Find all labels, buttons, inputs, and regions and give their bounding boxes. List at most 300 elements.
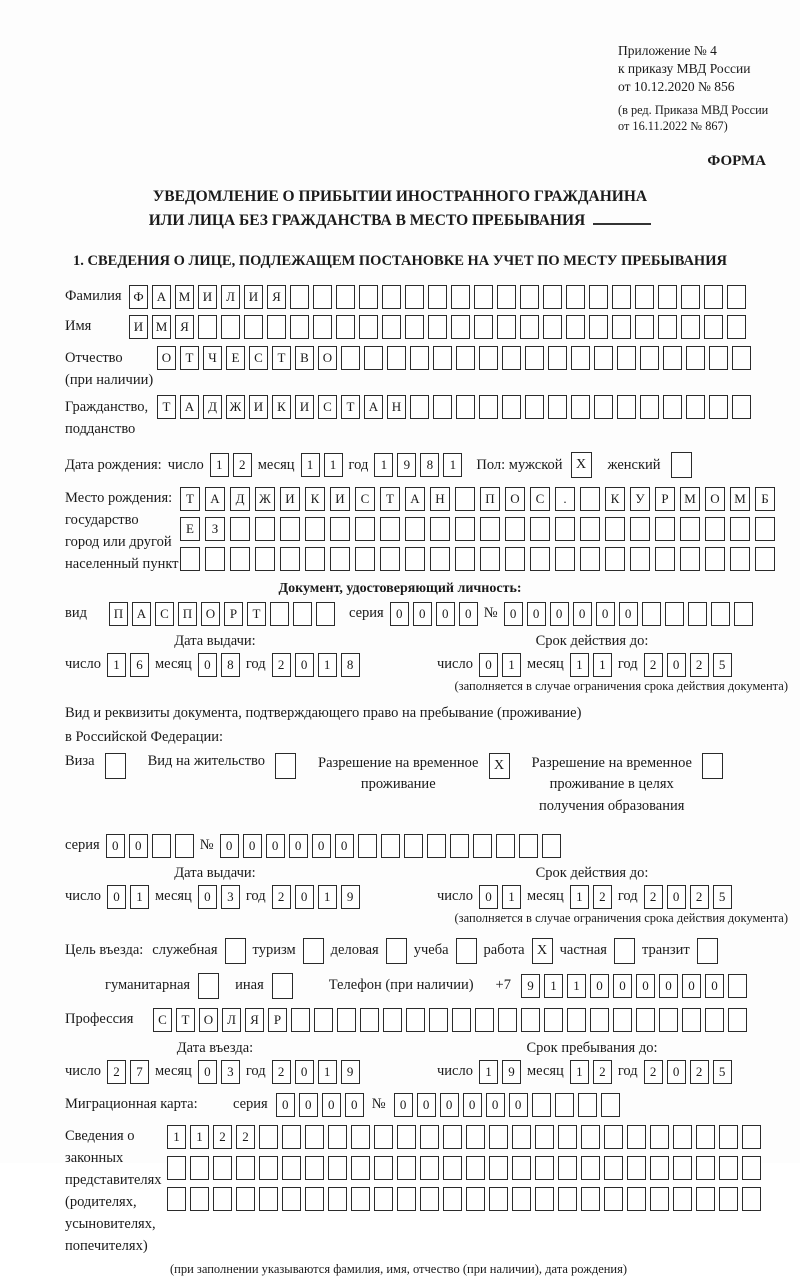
char-box: Д	[203, 395, 222, 419]
purpose-official-checkbox	[225, 938, 246, 964]
char-box: И	[280, 487, 300, 511]
issue-date-row	[65, 885, 437, 909]
char-box	[502, 346, 521, 370]
char-box	[455, 487, 475, 511]
char-box	[480, 517, 500, 541]
char-box	[405, 517, 425, 541]
char-box	[466, 1187, 485, 1211]
char-box: Т	[180, 487, 200, 511]
char-box	[519, 834, 538, 858]
profession-row	[65, 1008, 800, 1032]
char-box	[719, 1125, 738, 1149]
purpose-other-checkbox	[272, 973, 293, 999]
stay-until-heading: Срок пребывания до:	[526, 1039, 658, 1056]
char-box	[578, 1093, 597, 1117]
char-box	[381, 834, 400, 858]
month-label: месяц	[526, 1063, 564, 1080]
representatives-row2	[167, 1156, 761, 1180]
char-box: 1	[324, 453, 343, 477]
day-label: число	[437, 1063, 473, 1080]
char-box: Д	[230, 487, 250, 511]
surname-label: Фамилия	[65, 288, 122, 305]
char-box	[548, 395, 567, 419]
char-box	[650, 1125, 669, 1149]
char-box: 2	[644, 885, 663, 909]
phone-prefix: +7	[495, 977, 511, 994]
char-box: 0	[504, 602, 523, 626]
char-box: 2	[233, 453, 252, 477]
char-box	[728, 1008, 747, 1032]
char-box: Н	[387, 395, 406, 419]
char-box: 0	[440, 1093, 459, 1117]
char-box	[543, 315, 562, 339]
char-box: Р	[655, 487, 675, 511]
char-box: С	[530, 487, 550, 511]
char-box: С	[155, 602, 174, 626]
residence-permit-checkbox	[275, 753, 296, 779]
char-box	[498, 1008, 517, 1032]
char-box	[244, 315, 263, 339]
year-label: год	[617, 1063, 638, 1080]
char-box	[456, 346, 475, 370]
char-box	[558, 1187, 577, 1211]
char-box: У	[630, 487, 650, 511]
char-box: 0	[436, 602, 455, 626]
char-box	[665, 602, 684, 626]
char-box: 7	[130, 1060, 149, 1084]
char-box: 1	[567, 974, 586, 998]
char-box: 9	[341, 885, 360, 909]
char-box	[659, 1008, 678, 1032]
expiry-date-heading: Срок действия до:	[535, 632, 649, 649]
char-box	[589, 285, 608, 309]
purpose-work-checkbox: X	[532, 938, 553, 964]
char-box: 8	[420, 453, 439, 477]
char-box: Н	[430, 487, 450, 511]
char-box	[410, 346, 429, 370]
purpose-work-label: работа	[483, 942, 525, 959]
char-box: 1	[167, 1125, 186, 1149]
residence-series-row	[65, 834, 800, 858]
char-box	[205, 547, 225, 571]
citizenship-label: Гражданство, подданство	[65, 398, 149, 437]
issue-month-boxes	[198, 653, 240, 677]
stay-month-boxes	[570, 1060, 612, 1084]
char-box: 0	[667, 1060, 686, 1084]
char-box: И	[249, 395, 268, 419]
representatives-label-line: усыновителях,	[65, 1215, 156, 1232]
char-box	[520, 285, 539, 309]
migration-card-label: Миграционная карта:	[65, 1096, 198, 1113]
char-box	[230, 517, 250, 541]
char-box: 0	[129, 834, 148, 858]
char-box: К	[305, 487, 325, 511]
forma-label: ФОРМА	[707, 152, 766, 169]
char-box	[566, 285, 585, 309]
section1-heading: 1. СВЕДЕНИЯ О ЛИЦЕ, ПОДЛЕЖАЩЕМ ПОСТАНОВКЕ НА УЧЕТ ПО МЕСТУ ПРЕБЫВАНИЯ	[73, 252, 727, 269]
char-box	[630, 547, 650, 571]
purpose-other-label: иная	[235, 977, 264, 994]
char-box: 2	[107, 1060, 126, 1084]
birth-place-rows	[180, 487, 775, 571]
purpose-humanitarian-label: гуманитарная	[105, 977, 191, 994]
char-box: 0	[619, 602, 638, 626]
char-box	[190, 1187, 209, 1211]
char-box	[351, 1156, 370, 1180]
char-box	[640, 395, 659, 419]
char-box: Т	[180, 346, 199, 370]
char-box: 0	[667, 885, 686, 909]
char-box	[380, 547, 400, 571]
phone-label: Телефон (при наличии)	[328, 977, 474, 994]
char-box	[655, 517, 675, 541]
char-box: 0	[295, 1060, 314, 1084]
char-box: Ж	[226, 395, 245, 419]
char-box	[558, 1125, 577, 1149]
char-box: 0	[107, 885, 126, 909]
char-box: 2	[690, 653, 709, 677]
char-box	[259, 1156, 278, 1180]
char-box	[594, 395, 613, 419]
entry-dates	[65, 1040, 800, 1084]
char-box: 2	[272, 885, 291, 909]
char-box: 2	[644, 1060, 663, 1084]
char-box	[291, 1008, 310, 1032]
char-box	[658, 315, 677, 339]
char-box: 0	[266, 834, 285, 858]
migration-number-boxes	[394, 1093, 620, 1117]
char-box: Л	[221, 285, 240, 309]
char-box	[589, 315, 608, 339]
issue-year-boxes	[272, 653, 360, 677]
char-box	[428, 315, 447, 339]
char-box	[255, 547, 275, 571]
char-box: 0	[106, 834, 125, 858]
entry-month-boxes	[198, 1060, 240, 1084]
char-box: П	[109, 602, 128, 626]
char-box	[328, 1125, 347, 1149]
char-box: 0	[550, 602, 569, 626]
month-label: месяц	[154, 656, 192, 672]
profession-boxes	[153, 1008, 747, 1032]
char-box: 0	[659, 974, 678, 998]
char-box	[406, 1008, 425, 1032]
char-box	[734, 602, 753, 626]
representatives-block	[65, 1125, 800, 1257]
char-box	[433, 346, 452, 370]
profession-label: Профессия	[65, 1011, 134, 1028]
char-box: О	[318, 346, 337, 370]
form-title-line2: ИЛИ ЛИЦА БЕЗ ГРАЖДАНСТВА В МЕСТО ПРЕБЫВАНИЯ	[0, 209, 800, 233]
char-box: С	[355, 487, 375, 511]
edit-line: от 16.11.2022 № 867)	[618, 119, 728, 134]
female-checkbox	[671, 452, 692, 478]
residence-expiry-year-boxes	[644, 885, 732, 909]
char-box	[727, 315, 746, 339]
char-box: 0	[479, 885, 498, 909]
char-box	[581, 1125, 600, 1149]
birth-place-label: Место рождения:	[65, 490, 173, 507]
doc-kind-row	[65, 602, 800, 626]
male-checkbox: X	[571, 452, 592, 478]
char-box	[673, 1187, 692, 1211]
char-box	[544, 1008, 563, 1032]
char-box	[580, 547, 600, 571]
char-box: Е	[226, 346, 245, 370]
char-box: 0	[289, 834, 308, 858]
char-box: 5	[713, 885, 732, 909]
char-box	[474, 285, 493, 309]
char-box	[635, 315, 654, 339]
char-box	[705, 547, 725, 571]
char-box	[640, 346, 659, 370]
char-box: 9	[521, 974, 540, 998]
edit-line: (в ред. Приказа МВД России	[618, 102, 769, 117]
purpose-study-checkbox	[456, 938, 477, 964]
char-box: Ж	[255, 487, 275, 511]
char-box	[532, 1093, 551, 1117]
citizenship-boxes	[157, 395, 751, 419]
phone-boxes	[521, 974, 747, 998]
char-box	[290, 285, 309, 309]
char-box	[443, 1156, 462, 1180]
char-box: 1	[570, 1060, 589, 1084]
expiry-date-row	[437, 653, 800, 677]
representatives-row1	[167, 1125, 761, 1149]
char-box	[267, 315, 286, 339]
char-box	[502, 395, 521, 419]
char-box	[681, 315, 700, 339]
char-box	[450, 834, 469, 858]
birth-year-boxes	[374, 453, 462, 477]
purpose-study-label: учеба	[413, 942, 449, 959]
char-box	[420, 1156, 439, 1180]
year-label: год	[245, 888, 266, 905]
char-box	[535, 1187, 554, 1211]
char-box	[451, 285, 470, 309]
char-box: 0	[198, 1060, 217, 1084]
char-box	[512, 1125, 531, 1149]
char-box	[236, 1156, 255, 1180]
char-box	[364, 346, 383, 370]
month-label: месяц	[526, 656, 564, 672]
birth-day-boxes	[210, 453, 252, 477]
firstname-boxes	[129, 315, 746, 339]
char-box	[630, 517, 650, 541]
char-box	[680, 547, 700, 571]
char-box: 1	[130, 885, 149, 909]
char-box	[387, 346, 406, 370]
char-box	[429, 1008, 448, 1032]
char-box: 0	[322, 1093, 341, 1117]
char-box	[686, 395, 705, 419]
char-box	[479, 395, 498, 419]
char-box	[555, 517, 575, 541]
char-box	[566, 315, 585, 339]
char-box	[727, 285, 746, 309]
char-box	[313, 285, 332, 309]
char-box	[543, 285, 562, 309]
char-box	[230, 547, 250, 571]
char-box	[480, 547, 500, 571]
char-box	[505, 547, 525, 571]
char-box	[525, 346, 544, 370]
char-box	[680, 517, 700, 541]
char-box	[427, 834, 446, 858]
char-box	[613, 1008, 632, 1032]
char-box	[336, 315, 355, 339]
purpose-transit-checkbox	[697, 938, 718, 964]
char-box: А	[132, 602, 151, 626]
char-box	[571, 395, 590, 419]
char-box: 0	[705, 974, 724, 998]
char-box: 2	[690, 885, 709, 909]
char-box: 8	[221, 653, 240, 677]
char-box: Т	[247, 602, 266, 626]
char-box	[505, 517, 525, 541]
char-box	[305, 1125, 324, 1149]
char-box	[612, 315, 631, 339]
stay-until-row	[437, 1060, 800, 1084]
residence-expiry-note: (заполняется в случае ограничения срока действия документа)	[454, 910, 788, 925]
char-box	[567, 1008, 586, 1032]
char-box	[360, 1008, 379, 1032]
char-box: О	[505, 487, 525, 511]
char-box	[280, 547, 300, 571]
char-box	[512, 1187, 531, 1211]
char-box: 0	[509, 1093, 528, 1117]
char-box: 1	[374, 453, 393, 477]
female-label: женский	[607, 456, 661, 473]
char-box	[282, 1156, 301, 1180]
char-box	[305, 517, 325, 541]
char-box: 1	[479, 1060, 498, 1084]
char-box	[358, 834, 377, 858]
char-box: 6	[130, 653, 149, 677]
char-box: Я	[175, 315, 194, 339]
day-label: число	[167, 456, 204, 473]
char-box	[497, 315, 516, 339]
char-box	[581, 1187, 600, 1211]
purpose-tourism-checkbox	[303, 938, 324, 964]
residence-permit-label: Вид на жительство	[147, 752, 266, 769]
birth-month-boxes	[301, 453, 343, 477]
char-box	[374, 1156, 393, 1180]
char-box: Т	[157, 395, 176, 419]
char-box: 1	[443, 453, 462, 477]
expiry-date-row	[437, 885, 800, 909]
char-box	[732, 395, 751, 419]
expiry-day-boxes	[479, 653, 521, 677]
char-box: 2	[690, 1060, 709, 1084]
char-box	[704, 315, 723, 339]
stay-day-boxes	[479, 1060, 521, 1084]
passport-expiry-group	[437, 633, 800, 677]
char-box	[617, 346, 636, 370]
issue-date-row	[65, 653, 437, 677]
form-title	[0, 185, 800, 233]
char-box	[696, 1156, 715, 1180]
char-box	[282, 1125, 301, 1149]
purpose-business-checkbox	[386, 938, 407, 964]
residence-series-boxes	[106, 834, 194, 858]
expiry-year-boxes	[644, 653, 732, 677]
representatives-rows	[167, 1125, 761, 1211]
char-box	[430, 517, 450, 541]
series-label: серия	[233, 1096, 268, 1113]
purpose-humanitarian-checkbox	[198, 973, 219, 999]
char-box	[213, 1187, 232, 1211]
char-box	[293, 602, 312, 626]
char-box: 0	[299, 1093, 318, 1117]
char-box: Ч	[203, 346, 222, 370]
char-box: С	[249, 346, 268, 370]
char-box	[605, 547, 625, 571]
residence-expiry-day-boxes	[479, 885, 521, 909]
char-box	[341, 346, 360, 370]
char-box	[627, 1156, 646, 1180]
char-box	[428, 285, 447, 309]
char-box: М	[152, 315, 171, 339]
char-box: 1	[107, 653, 126, 677]
char-box	[730, 517, 750, 541]
issue-day-boxes	[107, 653, 149, 677]
char-box	[681, 285, 700, 309]
char-box: 9	[502, 1060, 521, 1084]
residence-intro-line1: Вид и реквизиты документа, подтверждающего право на пребывание (проживание)	[65, 704, 582, 721]
char-box: 0	[295, 653, 314, 677]
char-box: 1	[318, 885, 337, 909]
char-box	[410, 395, 429, 419]
birth-place-sub-label: государство	[65, 512, 139, 529]
entry-date-heading: Дата въезда:	[176, 1039, 254, 1056]
char-box: 0	[220, 834, 239, 858]
expiry-note: (заполняется в случае ограничения срока действия документа)	[454, 678, 788, 693]
char-box: 1	[210, 453, 229, 477]
char-box	[719, 1156, 738, 1180]
char-box	[443, 1187, 462, 1211]
day-label: число	[65, 888, 101, 905]
char-box	[455, 517, 475, 541]
char-box: Р	[224, 602, 243, 626]
char-box: М	[730, 487, 750, 511]
char-box	[594, 346, 613, 370]
char-box	[443, 1125, 462, 1149]
char-box: А	[180, 395, 199, 419]
char-box	[601, 1093, 620, 1117]
series-label: серия	[65, 837, 100, 854]
char-box	[330, 517, 350, 541]
year-label: год	[348, 456, 369, 473]
char-box	[663, 346, 682, 370]
char-box	[627, 1187, 646, 1211]
residence-dates	[65, 865, 800, 909]
char-box	[455, 547, 475, 571]
char-box: 0	[636, 974, 655, 998]
char-box	[466, 1125, 485, 1149]
purpose-tourism-label: туризм	[252, 942, 296, 959]
char-box	[696, 1125, 715, 1149]
char-box	[305, 1156, 324, 1180]
char-box	[280, 517, 300, 541]
char-box	[167, 1156, 186, 1180]
char-box	[742, 1125, 761, 1149]
ref-line: от 10.12.2020 № 856	[618, 79, 735, 95]
char-box	[351, 1187, 370, 1211]
char-box: 2	[593, 885, 612, 909]
representatives-label-line: попечителях)	[65, 1237, 148, 1254]
char-box: 1	[502, 653, 521, 677]
